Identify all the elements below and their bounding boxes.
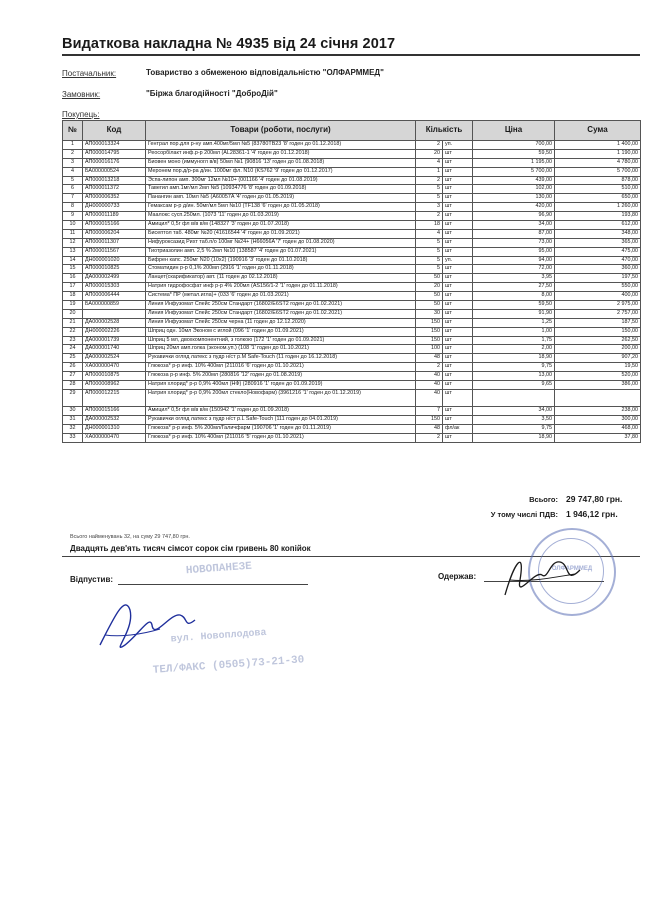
row-code: ДА000001739 <box>83 336 146 345</box>
row-number: 4 <box>63 167 83 176</box>
row-price: 1 195,00 <box>473 158 555 167</box>
row-code: АП000011189 <box>83 212 146 221</box>
table-row <box>63 327 641 336</box>
table-row <box>63 167 641 176</box>
row-qty: 20 <box>416 149 443 158</box>
row-code: АП000013324 <box>83 141 146 150</box>
row-goods: Шприц 20мл амп.голка (эконом.уп.) (108 '1' годен до 01.10.2021) <box>146 345 416 354</box>
row-price: 91,90 <box>473 309 555 318</box>
row-goods: Линия Инфузомат Спейс 250см Стандарт (16802/E6ST2 годен до 01.02.2021) <box>146 309 416 318</box>
row-unit: шт <box>443 345 473 354</box>
row-unit: шт <box>443 372 473 381</box>
row-number: 26 <box>63 363 83 372</box>
row-sum: 400,00 <box>555 292 641 301</box>
goods-table <box>62 120 641 443</box>
row-price: 439,00 <box>473 176 555 185</box>
row-number: 33 <box>63 433 83 442</box>
table-row <box>63 221 641 230</box>
row-sum: 197,50 <box>555 274 641 283</box>
row-unit: шт <box>443 238 473 247</box>
row-number: 29 <box>63 389 83 406</box>
row-sum: 262,50 <box>555 336 641 345</box>
row-sum: 187,50 <box>555 318 641 327</box>
row-code: АП000016176 <box>83 158 146 167</box>
row-code: АП000006444 <box>83 292 146 301</box>
row-price: 9,75 <box>473 424 555 433</box>
row-sum: 2 757,00 <box>555 309 641 318</box>
row-sum: 1 400,00 <box>555 141 641 150</box>
row-unit: уп. <box>443 256 473 265</box>
row-price: 34,00 <box>473 406 555 415</box>
row-code: АП000008962 <box>83 381 146 390</box>
row-unit: шт <box>443 309 473 318</box>
row-number: 27 <box>63 372 83 381</box>
row-code: АП000015166 <box>83 406 146 415</box>
row-code: АП000011567 <box>83 247 146 256</box>
row-unit: шт <box>443 265 473 274</box>
row-number: 7 <box>63 194 83 203</box>
row-qty: 150 <box>416 327 443 336</box>
row-goods: Тиотриазолин амп. 2,5 % 2мл №10 (138587 '4' годен до 01.07.2021) <box>146 247 416 256</box>
stamp-line-3: ТЕЛ/ФАКС (0505)73-21-30 <box>152 654 305 677</box>
row-goods: Натрия хлорид* р-р 0,9% 200мл стекло(Новофарм) (3961216 '1' годен до 01.12.2019) <box>146 389 416 406</box>
row-price: 1,25 <box>473 318 555 327</box>
table-row <box>63 265 641 274</box>
row-price: 94,00 <box>473 256 555 265</box>
row-qty: 2 <box>416 141 443 150</box>
row-code: ДН000001020 <box>83 256 146 265</box>
row-goods: Стоматидин р-р 0,1% 200мл (2916 '1' годен до 01.11.2018) <box>146 265 416 274</box>
table-row <box>63 274 641 283</box>
row-goods: Глюкоза* р-р инф. 5% 200мл/Галичфарм (190706 '1' годен до 01.11.2019) <box>146 424 416 433</box>
row-price: 3,95 <box>473 274 555 283</box>
row-unit: шт <box>443 318 473 327</box>
row-sum: 238,00 <box>555 406 641 415</box>
table-header-row <box>63 121 641 141</box>
customer-value: "Біржа благодійності "ДоброДій" <box>146 89 278 98</box>
items-count-line: Всього найменувань 32, на суму 29 747,80 грн. <box>70 534 190 540</box>
row-code: ДН000000733 <box>83 203 146 212</box>
row-price: 18,90 <box>473 433 555 442</box>
row-price: 59,50 <box>473 149 555 158</box>
row-code: ДА000002524 <box>83 354 146 363</box>
row-number: 5 <box>63 176 83 185</box>
row-unit: шт <box>443 301 473 310</box>
table-row <box>63 229 641 238</box>
row-qty: 150 <box>416 318 443 327</box>
row-unit: уп. <box>443 141 473 150</box>
row-number: 24 <box>63 345 83 354</box>
row-goods: Рукавички огляд латекс з пудр н/ст р.М Safe-Touch (11 годен до 16.12.2018) <box>146 354 416 363</box>
row-number: 15 <box>63 265 83 274</box>
row-price: 18,90 <box>473 354 555 363</box>
total-label: Всього: <box>529 495 558 504</box>
row-qty: 48 <box>416 424 443 433</box>
row-qty: 40 <box>416 372 443 381</box>
row-code: АП000013218 <box>83 176 146 185</box>
row-price: 27,50 <box>473 283 555 292</box>
row-code: АП000015166 <box>83 221 146 230</box>
stamp-line-2: вул. Новоплодова <box>170 627 267 646</box>
row-goods: Глюкоза р-р инф. 5% 200мл (280816 '12' годен до 01.08.2019) <box>146 372 416 381</box>
row-goods: Натрия хлорид* р-р 0,9% 400мл (НФ) (280916 '1' годен до 01.09.2019) <box>146 381 416 390</box>
table-row <box>63 389 641 406</box>
table-row <box>63 354 641 363</box>
amount-in-words: Двадцять дев'ять тисяч сімсот сорок сім гривень 80 копійок <box>70 544 311 553</box>
row-sum: 200,00 <box>555 345 641 354</box>
row-price: 9,65 <box>473 381 555 390</box>
row-code: АП000012215 <box>83 389 146 406</box>
table-row <box>63 247 641 256</box>
row-goods: Амицил* 0,5г фл в/в в/м (150942 '1' годен до 01.09.2018) <box>146 406 416 415</box>
row-qty: 5 <box>416 265 443 274</box>
row-goods: Шприц 5 мл, двохкомпонентний, з голкою (172 '1' годен до 01.09.2021) <box>146 336 416 345</box>
row-price: 700,00 <box>473 141 555 150</box>
row-sum: 612,00 <box>555 221 641 230</box>
row-goods: Амицил* 0,5г фл в/в в/м (148327 '3' годен до 01.07.2018) <box>146 221 416 230</box>
row-unit: шт <box>443 149 473 158</box>
row-qty: 48 <box>416 354 443 363</box>
row-goods: Бифрен капс. 250мг N20 (10х2) (190916 '3' годен до 01.10.2018) <box>146 256 416 265</box>
row-qty: 100 <box>416 345 443 354</box>
row-goods: Линия Инфузомат Спейс 250см Стандарт (16802/E6ST2 годен до 01.02.2021) <box>146 301 416 310</box>
row-goods: Линия Инфузомат Спейс 250см черна (11 годен до 12.12.2020) <box>146 318 416 327</box>
table-row <box>63 309 641 318</box>
invoice-title: Видаткова накладна № 4935 від 24 січня 2017 <box>62 36 396 52</box>
row-number: 28 <box>63 381 83 390</box>
row-goods: Эспа-липон амп. 300мг 12мл №10+ (001166 '4' годен до 01.08.2019) <box>146 176 416 185</box>
table-row <box>63 212 641 221</box>
row-qty: 2 <box>416 433 443 442</box>
row-sum: 2 975,00 <box>555 301 641 310</box>
row-code: ДА000001740 <box>83 345 146 354</box>
row-qty: 30 <box>416 309 443 318</box>
col-header-sum: Сума <box>555 121 641 141</box>
table-row <box>63 176 641 185</box>
row-number: 17 <box>63 283 83 292</box>
row-qty: 150 <box>416 336 443 345</box>
row-goods: Глюкоза* р-р инф. 10% 400мл (211016 '6' годен до 01.10.2021) <box>146 363 416 372</box>
stamp-round-text: ОЛФАРММЕД <box>551 566 593 572</box>
row-sum: 878,00 <box>555 176 641 185</box>
table-row <box>63 149 641 158</box>
table-row <box>63 301 641 310</box>
row-number: 16 <box>63 274 83 283</box>
table-row <box>63 158 641 167</box>
released-label: Відпустив: <box>70 575 114 584</box>
row-number: 20 <box>63 309 83 318</box>
row-goods: Панангин амп. 10мл №5 (A60057A '4' годен до 01.05.2019) <box>146 194 416 203</box>
total-value: 29 747,80 грн. <box>566 494 623 504</box>
row-code: АП000011372 <box>83 185 146 194</box>
vat-value: 1 946,12 грн. <box>566 509 618 519</box>
table-row <box>63 283 641 292</box>
row-number: 22 <box>63 327 83 336</box>
row-price: 87,00 <box>473 229 555 238</box>
table-row <box>63 141 641 150</box>
row-sum: 386,00 <box>555 381 641 390</box>
row-unit: шт <box>443 283 473 292</box>
table-row <box>63 238 641 247</box>
row-goods: Биовен моно (иммуногл в/в) 50мл №1 (90816 '13' годен до 01.08.2018) <box>146 158 416 167</box>
vat-label: У тому числі ПДВ: <box>490 510 558 519</box>
row-unit: шт <box>443 381 473 390</box>
row-qty: 5 <box>416 247 443 256</box>
row-code: АП000014795 <box>83 149 146 158</box>
row-qty: 5 <box>416 238 443 247</box>
row-number: 9 <box>63 212 83 221</box>
row-code: БА000000524 <box>83 167 146 176</box>
row-goods: Гентрал пор.для р-ну амп.400мг/5мл №5 (83780ТВ23 '8' годен до 01.12.2018) <box>146 141 416 150</box>
row-unit: шт <box>443 274 473 283</box>
row-sum: 5 700,00 <box>555 167 641 176</box>
row-unit: фл/ак <box>443 424 473 433</box>
row-goods: Ланцет(скарификатор) авт. (11 годен до 02.12.2018) <box>146 274 416 283</box>
row-qty: 40 <box>416 381 443 390</box>
row-goods: Глюкоза* р-р инф. 10% 400мл (211016 '5' годен до 01.10.2021) <box>146 433 416 442</box>
table-row <box>63 336 641 345</box>
table-row <box>63 424 641 433</box>
row-code: АП000006352 <box>83 194 146 203</box>
received-label: Одержав: <box>438 572 477 581</box>
row-code: БА000000859 <box>83 301 146 310</box>
row-qty: 4 <box>416 229 443 238</box>
row-number: 6 <box>63 185 83 194</box>
row-number: 2 <box>63 149 83 158</box>
row-sum: 19,50 <box>555 363 641 372</box>
row-unit: шт <box>443 292 473 301</box>
row-qty: 4 <box>416 158 443 167</box>
row-number: 8 <box>63 203 83 212</box>
row-sum: 510,00 <box>555 185 641 194</box>
row-sum: 475,00 <box>555 247 641 256</box>
table-row <box>63 185 641 194</box>
col-header-number: № <box>63 121 83 141</box>
row-sum: 348,00 <box>555 229 641 238</box>
row-qty: 150 <box>416 415 443 424</box>
col-header-quantity: Кількість <box>416 121 473 141</box>
row-unit: шт <box>443 336 473 345</box>
row-code: АП000010875 <box>83 372 146 381</box>
row-price: 1,00 <box>473 327 555 336</box>
row-goods: Шприц одн. 10мл Эконом с иглой (096 '1' годен до 01.09.2021) <box>146 327 416 336</box>
col-header-code: Код <box>83 121 146 141</box>
row-number: 12 <box>63 238 83 247</box>
row-unit: шт <box>443 194 473 203</box>
row-unit: шт <box>443 433 473 442</box>
table-row <box>63 433 641 442</box>
row-number: 1 <box>63 141 83 150</box>
row-goods: Бисептол таб. 480мг №20 (41616544 '4' годен до 01.09.2021) <box>146 229 416 238</box>
row-price: 95,00 <box>473 247 555 256</box>
table-row <box>63 381 641 390</box>
row-qty: 40 <box>416 389 443 406</box>
row-price: 96,90 <box>473 212 555 221</box>
customer-label: Замовник: <box>62 90 101 99</box>
table-row <box>63 363 641 372</box>
table-row <box>63 194 641 203</box>
row-qty: 50 <box>416 274 443 283</box>
row-goods: Гемаксам р-р д/ин. 50мг/мл 5мл №10 (TF138 '6' годен до 01.05.2018) <box>146 203 416 212</box>
table-row <box>63 292 641 301</box>
row-number: 11 <box>63 229 83 238</box>
row-number: 25 <box>63 354 83 363</box>
row-price: 9,75 <box>473 363 555 372</box>
row-price: 130,00 <box>473 194 555 203</box>
row-sum: 4 780,00 <box>555 158 641 167</box>
row-code: АП000010825 <box>83 265 146 274</box>
supplier-value: Товариство з обмеженою відповідальністю "ОЛФАРММЕД" <box>146 68 384 77</box>
row-number: 14 <box>63 256 83 265</box>
table-row <box>63 345 641 354</box>
col-header-goods: Товари (роботи, послуги) <box>146 121 416 141</box>
stamp-line-1: НОВОПАНЕЗЕ <box>185 560 253 578</box>
table-row <box>63 318 641 327</box>
row-qty: 5 <box>416 256 443 265</box>
row-unit: шт <box>443 363 473 372</box>
row-sum: 365,00 <box>555 238 641 247</box>
row-sum: 300,00 <box>555 415 641 424</box>
row-qty: 7 <box>416 406 443 415</box>
row-qty: 2 <box>416 363 443 372</box>
row-goods: Тавегил амп.1мг/мл 2мл №5 (10934776 '8' годен до 01.09.2018) <box>146 185 416 194</box>
row-unit: шт <box>443 327 473 336</box>
row-goods: Рукавички огляд латекс з пудр н/ст р.L Safe-Touch (111 годен до 04.01.2019) <box>146 415 416 424</box>
row-price: 13,00 <box>473 372 555 381</box>
row-price: 34,00 <box>473 221 555 230</box>
row-qty: 50 <box>416 292 443 301</box>
row-sum: 193,80 <box>555 212 641 221</box>
row-qty: 20 <box>416 283 443 292</box>
row-unit: шт <box>443 158 473 167</box>
row-number: 3 <box>63 158 83 167</box>
row-goods: Реосорбілакт инф.р-р 200мл (AL28361-1 '4' годен до 01.12.2018) <box>146 149 416 158</box>
row-qty: 18 <box>416 221 443 230</box>
row-sum: 37,80 <box>555 433 641 442</box>
table-row <box>63 256 641 265</box>
row-number: 21 <box>63 318 83 327</box>
row-qty: 2 <box>416 176 443 185</box>
row-price: 2,00 <box>473 345 555 354</box>
row-sum: 360,00 <box>555 265 641 274</box>
row-unit: шт <box>443 389 473 406</box>
row-code: ДН000002226 <box>83 327 146 336</box>
row-sum: 1 190,00 <box>555 149 641 158</box>
row-sum <box>555 389 641 406</box>
row-sum: 650,00 <box>555 194 641 203</box>
row-sum: 520,00 <box>555 372 641 381</box>
row-unit: шт <box>443 406 473 415</box>
row-unit: шт <box>443 167 473 176</box>
row-code: ДА000002528 <box>83 318 146 327</box>
row-unit: шт <box>443 221 473 230</box>
row-code: АП000006204 <box>83 229 146 238</box>
row-code: АП000011307 <box>83 238 146 247</box>
table-row <box>63 203 641 212</box>
row-unit: шт <box>443 212 473 221</box>
row-goods: Система* ПР (метал.игла)+ (033 '6' годен до 01.03.2021) <box>146 292 416 301</box>
row-code: АП000015303 <box>83 283 146 292</box>
row-price: 420,00 <box>473 203 555 212</box>
row-code: ДА000002532 <box>83 415 146 424</box>
row-goods: Натрия гидрофосфат инф р-р 4% 200мл (AS156/1-2 '1' годен до 01.11.2018) <box>146 283 416 292</box>
row-unit: шт <box>443 176 473 185</box>
row-qty: 1 <box>416 167 443 176</box>
row-code <box>83 309 146 318</box>
row-goods: Нифуроксазид Рихт таб.п/о 100мг №24+ (H66056A '7' годен до 01.08.2020) <box>146 238 416 247</box>
row-sum: 150,00 <box>555 327 641 336</box>
row-number: 23 <box>63 336 83 345</box>
row-qty: 2 <box>416 212 443 221</box>
row-sum: 470,00 <box>555 256 641 265</box>
row-unit: шт <box>443 185 473 194</box>
row-qty: 50 <box>416 301 443 310</box>
row-qty: 3 <box>416 203 443 212</box>
row-number: 13 <box>63 247 83 256</box>
row-price: 102,00 <box>473 185 555 194</box>
supplier-signature-icon <box>80 585 200 665</box>
row-sum: 468,00 <box>555 424 641 433</box>
row-goods: Меронем пор.д/р-ра д/ин. 1000мг фл. N10 (KS762 '9' годен до 01.12.2017) <box>146 167 416 176</box>
row-code: ДН000001310 <box>83 424 146 433</box>
row-goods: Маалокс сусп.250мл. (1073 '11' годен до 01.03.2019) <box>146 212 416 221</box>
row-unit: шт <box>443 203 473 212</box>
row-qty: 5 <box>416 194 443 203</box>
row-price: 73,00 <box>473 238 555 247</box>
row-code: ДА000002499 <box>83 274 146 283</box>
row-number: 30 <box>63 406 83 415</box>
row-sum: 550,00 <box>555 283 641 292</box>
row-unit: шт <box>443 354 473 363</box>
row-price: 72,00 <box>473 265 555 274</box>
row-unit: шт <box>443 415 473 424</box>
row-sum: 1 260,00 <box>555 203 641 212</box>
row-number: 18 <box>63 292 83 301</box>
row-price: 5 700,00 <box>473 167 555 176</box>
supplier-label: Постачальник: <box>62 69 117 78</box>
row-unit: шт <box>443 247 473 256</box>
table-row <box>63 372 641 381</box>
row-price: 59,50 <box>473 301 555 310</box>
row-number: 10 <box>63 221 83 230</box>
row-sum: 907,20 <box>555 354 641 363</box>
table-row <box>63 415 641 424</box>
row-unit: шт <box>443 229 473 238</box>
row-price <box>473 389 555 406</box>
col-header-price: Ціна <box>473 121 555 141</box>
row-code: ХА000000470 <box>83 433 146 442</box>
row-code: ХА000000470 <box>83 363 146 372</box>
customer-signature-icon <box>490 540 590 610</box>
buyer-label: Покупець: <box>62 110 100 119</box>
title-underline <box>62 54 640 56</box>
row-number: 32 <box>63 424 83 433</box>
row-number: 19 <box>63 301 83 310</box>
row-qty: 5 <box>416 185 443 194</box>
row-price: 3,50 <box>473 415 555 424</box>
row-number: 31 <box>63 415 83 424</box>
row-price: 1,75 <box>473 336 555 345</box>
row-price: 8,00 <box>473 292 555 301</box>
table-row <box>63 406 641 415</box>
